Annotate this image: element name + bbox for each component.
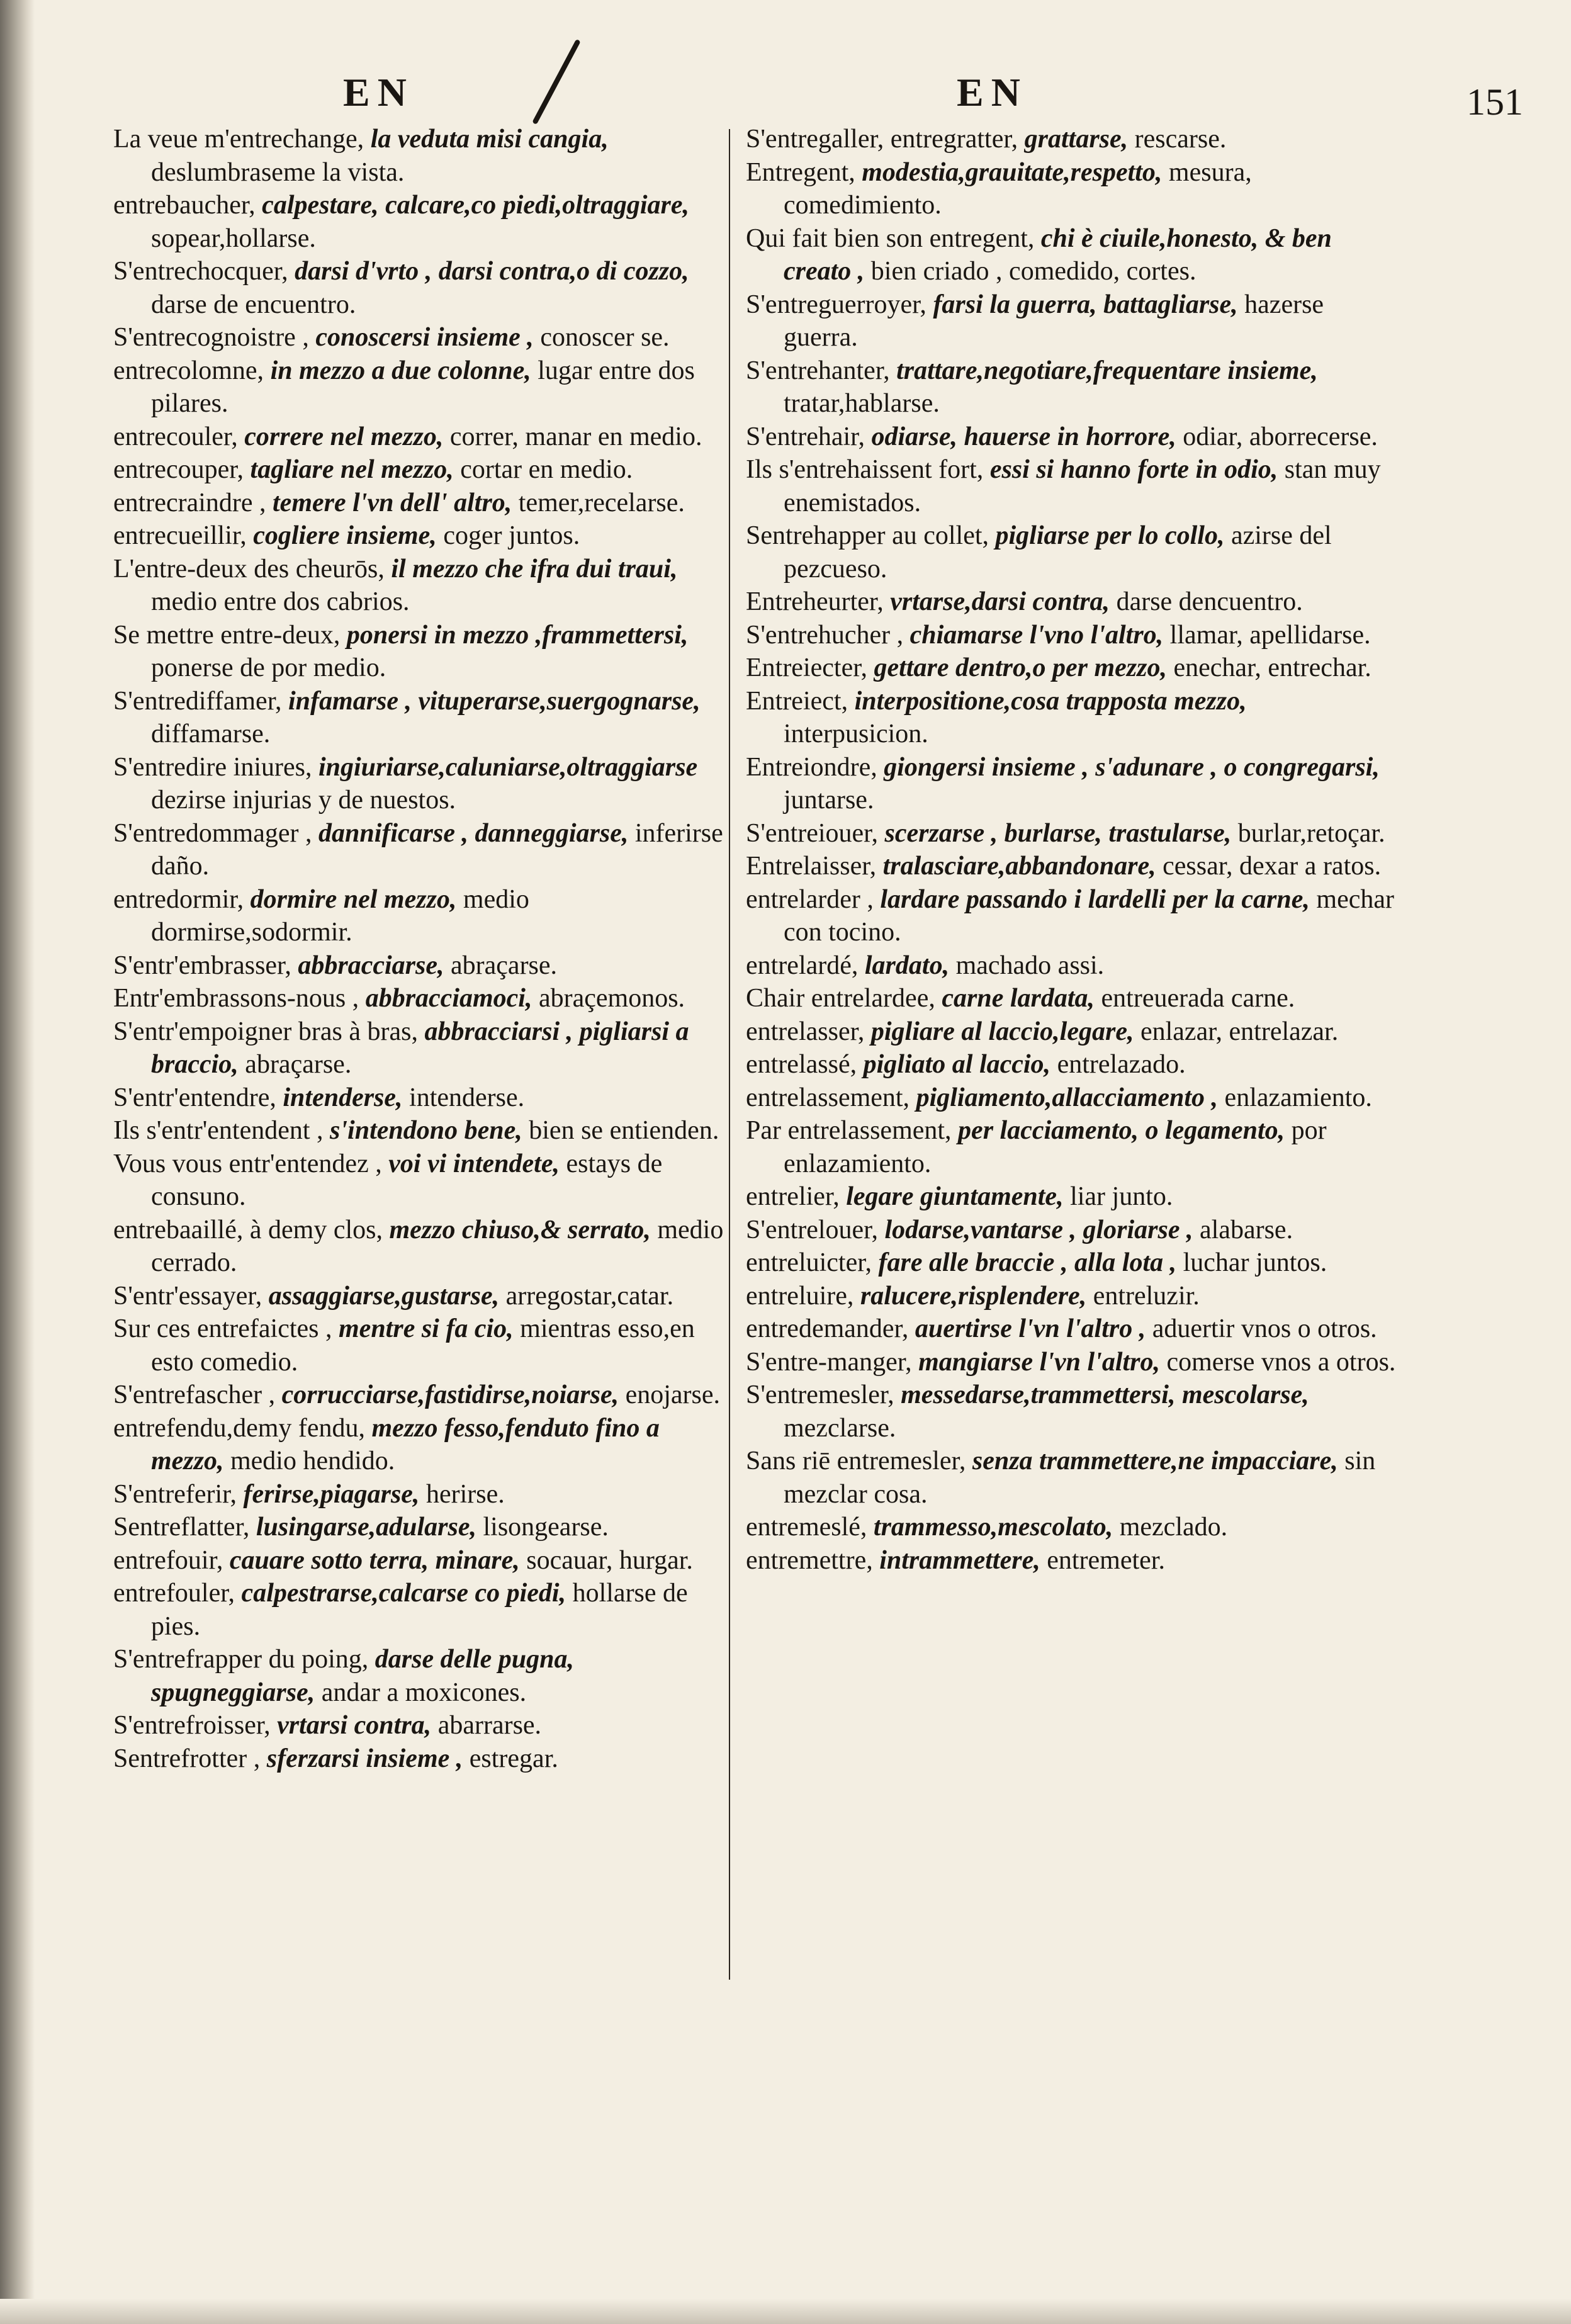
spanish-gloss: lisongearse. xyxy=(483,1513,609,1542)
italian-gloss: cogliere insieme, xyxy=(253,521,437,550)
french-headword: entreluicter, xyxy=(746,1248,872,1277)
spanish-gloss: deslumbraseme la vista. xyxy=(151,157,405,187)
french-headword: Sur ces entrefaictes , xyxy=(113,1314,332,1343)
italian-gloss: in mezzo a due colonne, xyxy=(270,356,531,385)
italian-gloss: auertirse l'vn l'altro , xyxy=(915,1314,1146,1343)
dictionary-entry xyxy=(746,652,1397,685)
italian-gloss: la veduta misi cangia, xyxy=(370,125,609,154)
french-headword: Vous vous entr'entendez , xyxy=(113,1149,382,1178)
french-headword: S'entre-manger, xyxy=(746,1347,912,1377)
dictionary-entry xyxy=(113,453,727,487)
italian-gloss: infamarse , vituperarse,suergognarse, xyxy=(288,686,701,716)
dictionary-entry xyxy=(113,1709,727,1742)
french-headword: S'entredommager , xyxy=(113,818,312,848)
italian-gloss: ferirse,piagarse, xyxy=(243,1479,420,1509)
italian-gloss: s'intendono bene, xyxy=(330,1116,522,1145)
dictionary-entry xyxy=(113,321,727,354)
french-headword: entrelarder , xyxy=(746,884,874,914)
spanish-gloss: burlar,retoçar. xyxy=(1237,818,1385,848)
italian-gloss: lardare passando i lardelli per la carne, xyxy=(880,884,1310,914)
column-divider xyxy=(729,129,730,1980)
dictionary-entry xyxy=(746,751,1397,817)
spanish-gloss: mesura, comedimiento. xyxy=(784,157,1252,220)
dictionary-entry xyxy=(746,453,1397,519)
dictionary-entry xyxy=(746,1180,1397,1214)
italian-gloss: intrammettere, xyxy=(879,1545,1040,1575)
italian-gloss: tralasciare,abbandonare, xyxy=(882,852,1156,881)
french-headword: Entreiect, xyxy=(746,686,848,716)
spanish-gloss: medio dormirse,sodormir. xyxy=(151,884,529,947)
dictionary-entry xyxy=(113,1214,727,1280)
italian-gloss: il mezzo che ifra dui traui, xyxy=(391,554,678,584)
french-headword: Par entrelassement, xyxy=(746,1116,952,1145)
spanish-gloss: comerse vnos a otros. xyxy=(1166,1347,1396,1377)
spanish-gloss: abarrarse. xyxy=(437,1711,542,1740)
spanish-gloss: lugar entre dos pilares. xyxy=(151,356,695,418)
french-headword: S'entreiouer, xyxy=(746,818,878,848)
spanish-gloss: socauar, hurgar. xyxy=(526,1545,693,1575)
dictionary-entry xyxy=(113,817,727,883)
italian-gloss: calpestrarse,calcarse co piedi, xyxy=(241,1579,566,1608)
french-headword: entrecouler, xyxy=(113,422,238,451)
spanish-gloss: mezclado. xyxy=(1119,1513,1228,1542)
french-headword: entrefouler, xyxy=(113,1579,235,1608)
french-headword: entrefendu,demy fendu, xyxy=(113,1413,366,1443)
dictionary-entry xyxy=(113,685,727,751)
right-column xyxy=(746,123,1397,1577)
dictionary-entry xyxy=(113,1511,727,1544)
spanish-gloss: bien criado , comedido, cortes. xyxy=(870,257,1197,286)
dictionary-entry xyxy=(746,1114,1397,1180)
french-headword: S'entrediffamer, xyxy=(113,686,282,716)
italian-gloss: pigliare al laccio,legare, xyxy=(870,1017,1134,1046)
italian-gloss: corrucciarse,fastidirse,noiarse, xyxy=(281,1380,619,1409)
french-headword: Entreheurter, xyxy=(746,587,884,616)
dictionary-entry xyxy=(113,1312,727,1379)
dictionary-entry xyxy=(113,1081,727,1115)
french-headword: L'entre-deux des cheurōs, xyxy=(113,554,385,584)
spanish-gloss: enechar, entrechar. xyxy=(1173,653,1371,682)
french-headword: S'entrehucher , xyxy=(746,620,904,650)
italian-gloss: odiarse, hauerse in horrore, xyxy=(871,422,1176,451)
italian-gloss: abbracciamoci, xyxy=(365,984,532,1013)
italian-gloss: tagliare nel mezzo, xyxy=(250,455,454,484)
dictionary-entry xyxy=(113,553,727,619)
spanish-gloss: odiar, aborrecerse. xyxy=(1183,422,1378,451)
dictionary-entry xyxy=(113,1544,727,1577)
french-headword: S'entrelouer, xyxy=(746,1215,878,1244)
italian-gloss: pigliamento,allacciamento , xyxy=(916,1083,1219,1112)
italian-gloss: trattare,negotiare,frequentare insieme, xyxy=(896,356,1318,385)
italian-gloss: darsi d'vrto , darsi contra,o di cozzo, xyxy=(295,257,689,286)
french-headword: entrelardé, xyxy=(746,950,859,980)
italian-gloss: farsi la guerra, battagliarse, xyxy=(933,290,1238,319)
spanish-gloss: conoscer se. xyxy=(540,323,670,352)
dictionary-entry xyxy=(746,420,1397,454)
french-headword: Ils s'entr'entendent , xyxy=(113,1116,324,1145)
spanish-gloss: mechar con tocino. xyxy=(784,884,1394,947)
italian-gloss: mangiarse l'vn l'altro, xyxy=(918,1347,1160,1377)
french-headword: entrebaaillé, à demy clos, xyxy=(113,1215,383,1244)
french-headword: S'entrefroisser, xyxy=(113,1711,271,1740)
italian-gloss: senza trammettere,ne impacciare, xyxy=(972,1447,1338,1475)
dictionary-entry xyxy=(113,883,727,949)
spanish-gloss: diffamarse. xyxy=(151,719,271,748)
italian-gloss: essi si hanno forte in odio, xyxy=(989,455,1278,484)
spanish-gloss: hazerse guerra. xyxy=(784,290,1324,352)
dictionary-entry xyxy=(113,1379,727,1412)
spanish-gloss: abraçarse. xyxy=(451,950,558,980)
spanish-gloss: intenderse. xyxy=(409,1083,525,1112)
spanish-gloss: enojarse. xyxy=(625,1380,721,1409)
french-headword: S'entrefascher , xyxy=(113,1380,276,1409)
french-headword: entrelassement, xyxy=(746,1083,910,1112)
italian-gloss: legare giuntamente, xyxy=(846,1182,1064,1211)
spanish-gloss: luchar juntos. xyxy=(1183,1248,1327,1277)
french-headword: S'entreferir, xyxy=(113,1479,237,1509)
french-headword: entremeslé, xyxy=(746,1513,867,1542)
italian-gloss: lusingarse,adularse, xyxy=(256,1513,476,1542)
italian-gloss: abbracciarse, xyxy=(298,950,444,980)
italian-gloss: lardato, xyxy=(864,950,950,980)
spanish-gloss: andar a moxicones. xyxy=(321,1678,527,1707)
dictionary-entry xyxy=(113,1015,727,1081)
dictionary-entry xyxy=(746,883,1397,949)
dictionary-entry xyxy=(746,354,1397,420)
dictionary-entry xyxy=(746,156,1397,222)
french-headword: S'entrehair, xyxy=(746,422,865,451)
spanish-gloss: llamar, apellidarse. xyxy=(1169,620,1371,650)
spanish-gloss: mezclarse. xyxy=(784,1413,896,1443)
italian-gloss: voi vi intendete, xyxy=(388,1149,560,1178)
dictionary-entry xyxy=(746,850,1397,883)
italian-gloss: conoscersi insieme , xyxy=(315,323,534,352)
left-running-head: EN xyxy=(343,70,414,115)
italian-gloss: grattarse, xyxy=(1024,125,1129,154)
spanish-gloss: entrelazado. xyxy=(1057,1050,1186,1079)
dictionary-entry xyxy=(746,1379,1397,1445)
french-headword: S'entredire iniures, xyxy=(113,752,312,782)
italian-gloss: correre nel mezzo, xyxy=(244,422,444,451)
italian-gloss: ralucere,risplendere, xyxy=(860,1281,1087,1311)
dictionary-entry xyxy=(746,817,1397,850)
italian-gloss: giongersi insieme , s'adunare , o congregarsi, xyxy=(884,752,1380,782)
spanish-gloss: azirse del pezcueso. xyxy=(784,521,1332,584)
italian-gloss: modestia,grauitate,respetto, xyxy=(862,157,1163,187)
dictionary-entry xyxy=(746,949,1397,983)
italian-gloss: sferzarsi insieme , xyxy=(266,1744,463,1773)
italian-gloss: cauare sotto terra, minare, xyxy=(229,1545,520,1575)
binding-shadow xyxy=(0,0,35,2324)
french-headword: Ils s'entrehaissent fort, xyxy=(746,455,984,484)
spanish-gloss: medio entre dos cabrios. xyxy=(151,587,410,616)
spanish-gloss: por enlazamiento. xyxy=(784,1116,1327,1178)
french-headword: S'entregaller, entregratter, xyxy=(746,125,1018,154)
spanish-gloss: bien se entienden. xyxy=(529,1116,719,1145)
spanish-gloss: cessar, dexar a ratos. xyxy=(1163,852,1382,881)
dictionary-entry xyxy=(746,1280,1397,1313)
dictionary-entry xyxy=(746,1015,1397,1049)
spanish-gloss: coger juntos. xyxy=(443,521,580,550)
dictionary-entry xyxy=(746,1312,1397,1346)
dictionary-entry xyxy=(113,619,727,685)
dictionary-entry xyxy=(113,1412,727,1478)
dictionary-entry xyxy=(746,1048,1397,1081)
spanish-gloss: aduertir vnos o otros. xyxy=(1152,1314,1377,1343)
dictionary-entry xyxy=(113,1742,727,1776)
page-edge-shadow xyxy=(0,2299,1571,2324)
italian-gloss: chiamarse l'vno l'altro, xyxy=(909,620,1164,650)
italian-gloss: chi è ciuile,honesto, & ben creato , xyxy=(784,223,1332,286)
italian-gloss: trammesso,mescolato, xyxy=(873,1513,1113,1542)
french-headword: entrecouper, xyxy=(113,455,244,484)
handwritten-mark xyxy=(532,39,580,125)
french-headword: entredormir, xyxy=(113,884,244,914)
dictionary-entry xyxy=(113,255,727,321)
italian-gloss: temere l'vn dell' altro, xyxy=(273,488,512,517)
french-headword: entrecolomne, xyxy=(113,356,264,385)
french-headword: S'entrehanter, xyxy=(746,356,890,385)
french-headword: Sans riē entremesler, xyxy=(746,1447,966,1475)
french-headword: entremettre, xyxy=(746,1545,873,1575)
dictionary-entry xyxy=(746,1081,1397,1115)
french-headword: Entreiecter, xyxy=(746,653,868,682)
dictionary-entry xyxy=(746,1214,1397,1247)
french-headword: S'entremesler, xyxy=(746,1380,894,1409)
french-headword: S'entr'entendre, xyxy=(113,1083,276,1112)
spanish-gloss: medio hendido. xyxy=(230,1447,395,1475)
french-headword: entredemander, xyxy=(746,1314,909,1343)
french-headword: Qui fait bien son entregent, xyxy=(746,223,1035,253)
italian-gloss: mezzo fesso,fenduto fino a mezzo, xyxy=(151,1413,660,1475)
italian-gloss: darse delle pugna, spugneggiarse, xyxy=(151,1645,574,1707)
italian-gloss: ingiuriarse,caluniarse,oltraggiarse xyxy=(318,752,698,782)
spanish-gloss: estays de consuno. xyxy=(151,1149,663,1211)
italian-gloss: pigliarse per lo collo, xyxy=(995,521,1225,550)
french-headword: Entrelaisser, xyxy=(746,852,877,881)
french-headword: Sentrehapper au collet, xyxy=(746,521,989,550)
french-headword: entrecueillir, xyxy=(113,521,247,550)
italian-gloss: intenderse, xyxy=(283,1083,403,1112)
italian-gloss: carne lardata, xyxy=(942,984,1095,1013)
dictionary-entry xyxy=(113,1148,727,1214)
french-headword: S'entrecognoistre , xyxy=(113,323,309,352)
page-number: 151 xyxy=(1467,81,1523,123)
dictionary-entry xyxy=(113,1280,727,1313)
french-headword: Chair entrelardee, xyxy=(746,984,935,1013)
french-headword: entrefouir, xyxy=(113,1545,223,1575)
french-headword: entrecraindre , xyxy=(113,488,266,517)
italian-gloss: scerzarse , burlarse, trastularse, xyxy=(884,818,1232,848)
spanish-gloss: mientras esso,en esto comedio. xyxy=(151,1314,695,1377)
spanish-gloss: machado assi. xyxy=(955,950,1105,980)
italian-gloss: messedarse,trammettersi, mescolarse, xyxy=(901,1380,1309,1409)
italian-gloss: fare alle braccie , alla lota , xyxy=(878,1248,1177,1277)
dictionary-entry xyxy=(746,288,1397,354)
dictionary-entry xyxy=(113,1478,727,1511)
italian-gloss: assaggiarse,gustarse, xyxy=(268,1281,500,1311)
spanish-gloss: stan muy enemistados. xyxy=(784,455,1381,517)
spanish-gloss: inferirse daño. xyxy=(151,818,723,881)
spanish-gloss: dezirse injurias y de nuestos. xyxy=(151,786,456,815)
french-headword: S'entrefrapper du poing, xyxy=(113,1645,369,1674)
dictionary-entry xyxy=(746,585,1397,619)
dictionary-entry xyxy=(113,420,727,454)
french-headword: entrelier, xyxy=(746,1182,840,1211)
french-headword: entrebaucher, xyxy=(113,191,256,220)
dictionary-entry xyxy=(746,1544,1397,1577)
spanish-gloss: cortar en medio. xyxy=(460,455,633,484)
french-headword: S'entreguerroyer, xyxy=(746,290,926,319)
dictionary-entry xyxy=(113,123,727,189)
dictionary-entry xyxy=(746,222,1397,288)
french-headword: Sentrefrotter , xyxy=(113,1744,261,1773)
french-headword: Entregent, xyxy=(746,157,855,187)
dictionary-entry xyxy=(746,123,1397,156)
dictionary-entry xyxy=(113,949,727,983)
dictionary-entry xyxy=(113,519,727,553)
italian-gloss: per lacciamento, o legamento, xyxy=(958,1116,1285,1145)
spanish-gloss: alabarse. xyxy=(1200,1215,1293,1244)
dictionary-entry xyxy=(746,619,1397,652)
french-headword: S'entr'empoigner bras à bras, xyxy=(113,1017,418,1046)
spanish-gloss: rescarse. xyxy=(1134,125,1227,154)
italian-gloss: dannificarse , danneggiarse, xyxy=(318,818,629,848)
french-headword: entrelassé, xyxy=(746,1050,857,1079)
italian-gloss: calpestare, calcare,co piedi,oltraggiare, xyxy=(262,191,690,220)
spanish-gloss: sin mezclar cosa. xyxy=(784,1447,1376,1509)
italian-gloss: vrtarse,darsi contra, xyxy=(890,587,1110,616)
spanish-gloss: herirse. xyxy=(425,1479,505,1509)
italian-gloss: dormire nel mezzo, xyxy=(250,884,457,914)
spanish-gloss: ponerse de por medio. xyxy=(151,653,386,682)
french-headword: Se mettre entre-deux, xyxy=(113,620,341,650)
french-headword: S'entr'embrasser, xyxy=(113,950,291,980)
dictionary-entry xyxy=(746,685,1397,751)
dictionary-entry xyxy=(113,1643,727,1709)
spanish-gloss: tratar,hablarse. xyxy=(784,389,940,418)
spanish-gloss: abraçemonos. xyxy=(538,984,685,1013)
dictionary-entry xyxy=(746,1511,1397,1544)
spanish-gloss: hollarse de pies. xyxy=(151,1579,688,1641)
spanish-gloss: entreuerada carne. xyxy=(1101,984,1295,1013)
spanish-gloss: entremeter. xyxy=(1047,1545,1165,1575)
dictionary-entry xyxy=(113,1577,727,1643)
spanish-gloss: sopear,hollarse. xyxy=(151,223,316,253)
spanish-gloss: estregar. xyxy=(469,1744,558,1773)
spanish-gloss: enlazar, entrelazar. xyxy=(1140,1017,1339,1046)
dictionary-entry xyxy=(113,189,727,255)
french-headword: Sentreflatter, xyxy=(113,1513,250,1542)
italian-gloss: mentre si fa cio, xyxy=(339,1314,514,1343)
italian-gloss: vrtarsi contra, xyxy=(277,1711,432,1740)
italian-gloss: lodarse,vantarse , gloriarse , xyxy=(884,1215,1193,1244)
italian-gloss: interpositione,cosa trapposta mezzo, xyxy=(854,686,1247,716)
spanish-gloss: abraçarse. xyxy=(245,1050,352,1079)
dictionary-entry xyxy=(113,751,727,817)
spanish-gloss: darse de encuentro. xyxy=(151,290,356,319)
french-headword: entreluire, xyxy=(746,1281,854,1311)
spanish-gloss: entreluzir. xyxy=(1093,1281,1200,1311)
french-headword: S'entr'essayer, xyxy=(113,1281,262,1311)
dictionary-entry xyxy=(746,519,1397,585)
spanish-gloss: liar junto. xyxy=(1070,1182,1173,1211)
dictionary-entry xyxy=(746,1346,1397,1379)
dictionary-entry xyxy=(113,354,727,420)
dictionary-entry xyxy=(746,982,1397,1015)
spanish-gloss: enlazamiento. xyxy=(1224,1083,1372,1112)
french-headword: La veue m'entrechange, xyxy=(113,125,364,154)
italian-gloss: mezzo chiuso,& serrato, xyxy=(389,1215,651,1244)
french-headword: S'entrechocquer, xyxy=(113,257,288,286)
right-running-head: EN xyxy=(957,70,1028,115)
dictionary-entry xyxy=(746,1246,1397,1280)
italian-gloss: ponersi in mezzo ,frammettersi, xyxy=(346,620,689,650)
italian-gloss: abbracciarsi , pigliarsi a braccio, xyxy=(151,1017,689,1079)
italian-gloss: gettare dentro,o per mezzo, xyxy=(874,653,1167,682)
italian-gloss: pigliato al laccio, xyxy=(863,1050,1051,1079)
dictionary-entry xyxy=(113,982,727,1015)
spanish-gloss: darse dencuentro. xyxy=(1116,587,1303,616)
spanish-gloss: medio cerrado. xyxy=(151,1215,724,1277)
spanish-gloss: temer,recelarse. xyxy=(518,488,685,517)
spanish-gloss: correr, manar en medio. xyxy=(449,422,702,451)
left-column xyxy=(113,123,727,1775)
dictionary-entry xyxy=(746,1445,1397,1511)
dictionary-entry xyxy=(113,1114,727,1148)
spanish-gloss: juntarse. xyxy=(784,786,874,815)
spanish-gloss: arregostar,catar. xyxy=(505,1281,674,1311)
dictionary-entry xyxy=(113,487,727,520)
french-headword: entrelasser, xyxy=(746,1017,865,1046)
french-headword: Entreiondre, xyxy=(746,752,877,782)
french-headword: Entr'embrassons-nous , xyxy=(113,984,359,1013)
spanish-gloss: interpusicion. xyxy=(784,719,928,748)
